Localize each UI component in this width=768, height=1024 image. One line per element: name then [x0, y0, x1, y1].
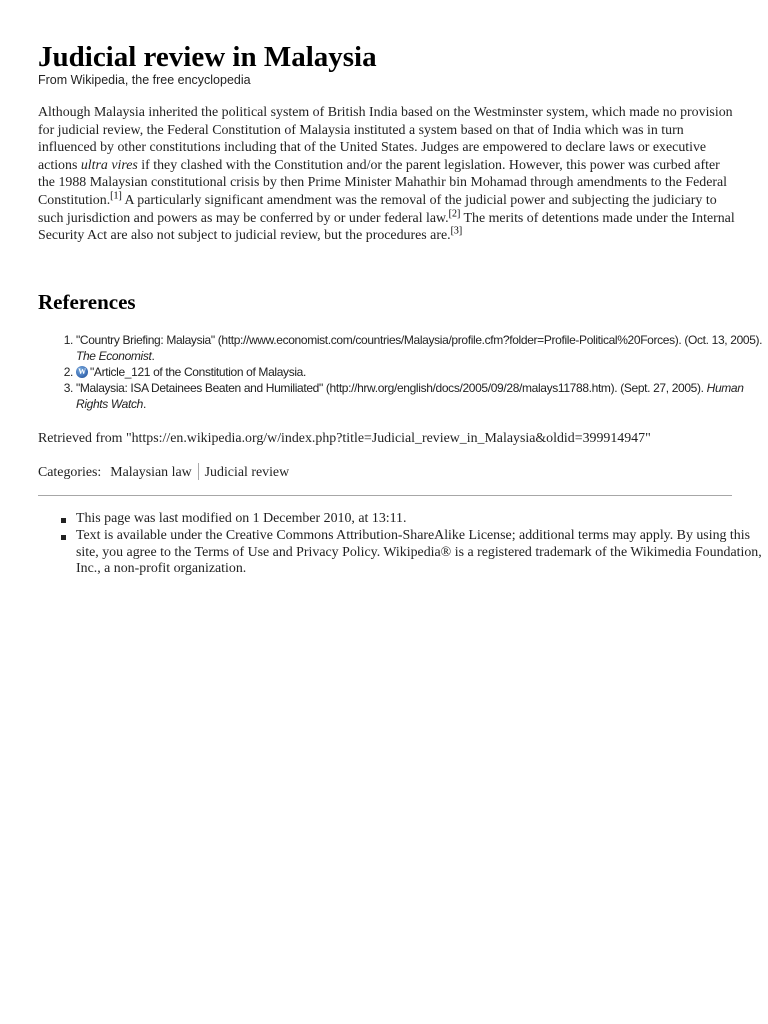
footer-info-list — [38, 511, 766, 578]
categories-bar — [38, 463, 289, 481]
reference-text[interactable]: "Malaysia: ISA Detainees Beaten and Humiliated" (http://hrw.org/english/docs/2005/09/28/malays11788.htm). (Sept. 27, 2005). — [76, 381, 707, 395]
reference-item — [76, 380, 768, 412]
page-title: Judicial review in Malaysia — [38, 41, 377, 73]
reference-item — [76, 332, 768, 364]
reference-source: The Economist — [76, 349, 152, 363]
article-body — [38, 104, 738, 245]
body-text-2: if they clashed with the Constitution and/or the parent legislation. However, this power was curbed after the 1988 Malaysian constitutional crisis by then Prime Minister Mahathir bin Mohamad through amendments to the Federal Constitution. — [38, 157, 728, 208]
page-tagline: From Wikipedia, the free encyclopedia — [38, 73, 251, 87]
reference-link-3[interactable]: [3] — [450, 225, 463, 237]
reference-suffix: . — [142, 397, 146, 411]
reference-item — [76, 364, 768, 380]
wikisource-icon — [76, 366, 88, 378]
references-heading: References — [38, 290, 136, 314]
body-text-3: A particularly significant amendment was the removal of the judicial power and subjecting the judiciary to such jurisdiction and powers as may be conferred by or under federal law. — [38, 192, 717, 226]
category-link-judicial-review[interactable]: Judicial review — [204, 465, 290, 480]
reference-suffix: . — [151, 349, 155, 363]
retrieved-from-link[interactable]: Retrieved from "https://en.wikipedia.org/w/index.php?title=Judicial_review_in_Malaysia&oldid=399914947" — [38, 431, 651, 446]
footer-last-modified: This page was last modified on 1 December 2010, at 13:11. — [76, 511, 766, 528]
reference-text[interactable]: "Article_121 of the Constitution of Malaysia. — [90, 365, 306, 379]
category-link-malaysian-law[interactable]: Malaysian law — [110, 465, 192, 480]
categories-label: Categories: — [38, 465, 102, 480]
reference-source: Human Rights Watch — [76, 381, 744, 411]
references-list — [38, 332, 768, 412]
footer-license: Text is available under the Creative Commons Attribution-ShareAlike License; additional terms may apply. By using this site, you agree to the Terms of Use and Privacy Policy. Wikipedia® is a registered trademark of the Wikimedia Foundation, Inc., a non-profit organization. — [76, 528, 766, 578]
body-text-italic: ultra vires — [80, 157, 138, 173]
body-text-4: The merits of detentions made under the Internal Security Act are also not subject to judicial review, but the procedures are. — [38, 210, 735, 244]
body-text-1: Although Malaysia inherited the political system of British India based on the Westminster system, which made no provision for judicial review, the Federal Constitution of Malaysia instituted a system based on that of India which was in turn influenced by other constitutions including that of the United States. Judges are empowered to declare laws or executive actions — [38, 105, 733, 173]
footer-divider — [38, 495, 732, 496]
reference-link-1[interactable]: [1] — [110, 190, 122, 202]
reference-link-2[interactable]: [2] — [448, 207, 461, 219]
category-separator — [198, 463, 199, 480]
reference-text[interactable]: "Country Briefing: Malaysia" (http://www.economist.com/countries/Malaysia/profile.cfm?folder=Profile-Political%20Forces). (Oct. 13, 2005). — [76, 333, 763, 347]
